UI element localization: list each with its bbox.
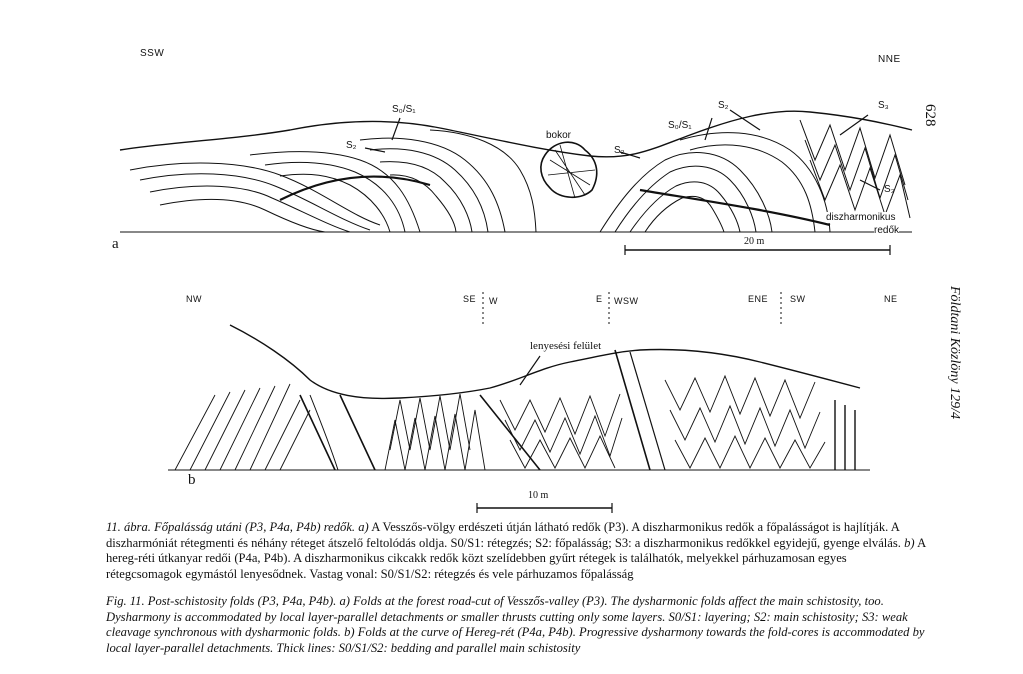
label-diszharmonikus: diszharmonikus	[826, 212, 896, 223]
caption-en-title: Post-schistosity folds (P3, P4a, P4b).	[147, 594, 337, 608]
panel-b-dir-w: W	[489, 296, 498, 306]
label-redok: redők	[874, 225, 900, 236]
panel-b-scale-label: 10 m	[528, 490, 549, 501]
caption-hungarian	[106, 520, 926, 582]
panel-b-drawing	[168, 292, 870, 513]
journal-title: Földtani Közlöny 129/4	[947, 286, 962, 419]
label-s2-left: S₂	[346, 140, 357, 151]
caption-hu-a-text: A Vesszős-völgy erdészeti útján látható redők (P3). A diszharmonikus redők a főpalásságot is hajlítják. A diszharmóniát rétegmenti és néhány réteget átszelő feltolódás oldja. S0/S1: rétegzés; S2: főpalásság; S3: a diszharmonikus redőkkel egyidejű, gyenge elválás.	[106, 520, 901, 550]
panel-b-dir-sw: SW	[790, 294, 806, 304]
label-s0s1-right: S₀/S₁	[668, 120, 692, 131]
panel-a-letter: a	[112, 236, 119, 252]
label-s3-top: S₃	[878, 100, 889, 111]
label-lenyesesi: lenyesési felület	[530, 340, 602, 352]
caption-en-b-label: b)	[344, 625, 355, 640]
caption-en-a-label: a)	[339, 594, 350, 608]
panel-b-dir-nw: NW	[186, 294, 202, 304]
panel-b-dir-ne: NE	[884, 294, 898, 304]
caption-hu-a-label: a)	[358, 520, 369, 534]
caption-hu-b-label: b)	[904, 535, 915, 550]
panel-a-dir-left: SSW	[140, 48, 165, 59]
label-s3-mid: S₃	[884, 184, 895, 195]
caption-hu-b-text: A hereg-réti útkanyar redői (P4a, P4b). A diszharmonikus cikcakk redők közt szelídebben gyűrt rétegek is találhatók, melyekkel párhuzamosan egyes rétegcsomagok egymástól lenyesődnek. Vastag vonal: S0/S1/S2: rétegzés és vele párhuzamos főpalásság	[106, 535, 926, 581]
panel-a-scale-label: 20 m	[744, 236, 765, 247]
caption-english	[106, 594, 926, 656]
caption-en-b-text: Folds at the curve of Hereg-rét (P4a, P4b). Progressive dysharmony towards the fold-cores is accommodated by local layer-parallel detachments. Thick lines: S0/S1/S2: bedding and parallel main schistosity	[106, 625, 925, 655]
panel-b-dir-ene: ENE	[748, 294, 769, 304]
panel-b-letter: b	[188, 472, 196, 488]
panel-b-dir-e: E	[596, 294, 603, 304]
label-s0s1-left: S₀/S₁	[392, 104, 416, 115]
panel-b-dir-se: SE	[463, 294, 477, 304]
label-s2-mid: S₂	[614, 145, 625, 156]
label-bokor: bokor	[546, 130, 572, 141]
panel-b-dir-wsw: WSW	[614, 296, 639, 306]
panel-a-dir-right: NNE	[878, 54, 901, 65]
caption-hu-label: 11. ábra.	[106, 520, 151, 534]
caption-en-a-text: Folds at the forest road-cut of Vesszős-valley (P3). The dysharmonic folds affect the main schistosity, too. Dysharmony is accommodated by local layer-parallel detachments or smaller thrusts cutting only some layers. S0/S1: layering; S2: main schistosity; S3: weak cleavage synchronous with dysharmonic folds.	[106, 594, 908, 640]
page-number: 628	[922, 104, 938, 127]
label-s2-right: S₂	[718, 100, 729, 111]
caption-hu-title: Főpalásság utáni (P3, P4a, P4b) redők.	[154, 520, 356, 534]
panel-a-drawing	[120, 110, 912, 255]
caption-en-label: Fig. 11.	[106, 594, 145, 608]
